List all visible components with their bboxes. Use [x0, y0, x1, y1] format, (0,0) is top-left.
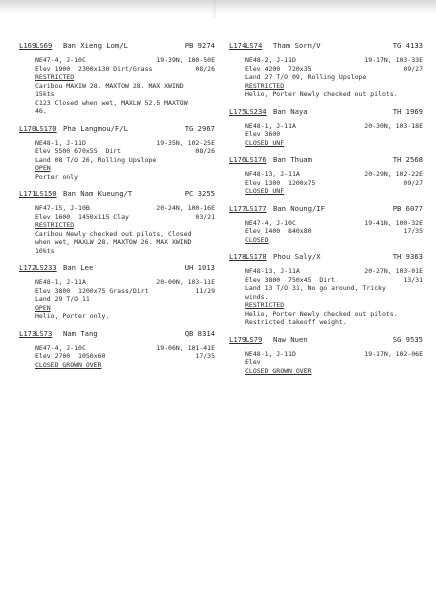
grid-code: TG 2967: [184, 123, 215, 133]
detail-value: 19-41N, 100-32E: [364, 218, 423, 227]
detail-text: Land 27 T/O 09, Rolling Upslope: [245, 73, 367, 81]
detail-line: [35, 287, 215, 296]
site-name: Ban Naya: [273, 106, 308, 116]
airstrip-entry: [229, 40, 423, 99]
detail-line: [35, 278, 215, 287]
site-name: Nam Tang: [63, 328, 98, 338]
detail-text: NF48-13, J-11A: [245, 267, 300, 275]
detail-text: Elev 3800 750x45 Dirt: [245, 275, 336, 284]
status-label: RESTRICTED: [245, 301, 285, 309]
detail-text: NE48-1, J-11D: [35, 138, 86, 147]
entry-header: [19, 123, 215, 135]
detail-line: [35, 82, 215, 91]
detail-line: [35, 56, 215, 65]
site-number: L179: [229, 334, 247, 344]
detail-line: [35, 361, 215, 370]
detail-line: [35, 147, 215, 156]
scan-top-edge: [0, 0, 436, 14]
detail-value: 20-24N, 100-16E: [156, 204, 215, 212]
airstrip-entry: [19, 262, 215, 321]
entry-header: [229, 106, 423, 118]
detail-text: winds.: [245, 292, 269, 301]
entry-header: [229, 334, 423, 346]
grid-code: TG 4133: [392, 41, 423, 50]
detail-value: 19-17N, 103-33E: [364, 56, 423, 64]
site-number: L178: [229, 252, 247, 261]
entry-details: [35, 56, 215, 116]
detail-text: Elev 4200 720x35: [245, 64, 312, 73]
site-name: Ban Nam Kueung/T: [63, 189, 133, 198]
detail-line: [245, 310, 423, 319]
detail-line: [35, 139, 215, 148]
detail-text: Elev 2700 1050x60: [35, 352, 106, 360]
airstrip-entry: [19, 188, 215, 255]
detail-line: [35, 230, 215, 239]
detail-value: 19-17N, 102-06E: [364, 349, 423, 358]
ls-number: LS177: [245, 203, 267, 213]
detail-value: 09/27: [403, 178, 423, 187]
detail-text: Elev: [245, 358, 261, 366]
ls-number: LS79: [245, 334, 263, 344]
detail-value: 19-39N, 100-50E: [156, 56, 215, 64]
detail-text: NE48-1, J-11A: [35, 278, 86, 286]
entry-details: [35, 278, 215, 321]
detail-line: [245, 122, 423, 131]
site-number: L171: [19, 189, 37, 198]
entry-header: [229, 203, 423, 215]
detail-line: [245, 301, 423, 310]
detail-line: [35, 107, 215, 116]
entry-details: [35, 139, 215, 182]
site-number: L172: [19, 263, 37, 272]
site-number: L169: [19, 41, 37, 50]
detail-value: 19-35N, 102-25E: [156, 138, 215, 147]
ls-number: LS69: [35, 41, 53, 50]
ls-number: LS150: [35, 189, 57, 198]
detail-line: [35, 73, 215, 82]
ls-number: LS178: [245, 252, 267, 261]
detail-text: Elev 1600 1450x115 Clay: [35, 212, 129, 221]
detail-value: 03/21: [195, 212, 215, 221]
airstrip-entry: [229, 154, 423, 196]
grid-code: PB 6077: [392, 203, 423, 213]
status-label: RESTRICTED: [35, 221, 75, 229]
detail-line: [35, 213, 215, 222]
detail-text: NF48-13, J-11A: [245, 170, 300, 178]
grid-code: PB 9274: [184, 41, 215, 50]
detail-value: 08/26: [195, 64, 215, 73]
detail-text: Land 13 T/O 31, No go around, Tricky: [245, 284, 386, 292]
site-name: Naw Nuen: [273, 334, 308, 344]
detail-line: [245, 367, 423, 376]
detail-value: 19-06N, 101-41E: [156, 343, 215, 352]
detail-text: Helio, Porter Newly checked out pilots.: [245, 309, 398, 318]
detail-line: [35, 156, 215, 165]
detail-text: Elev 3800 1200x75 Grass/Dirt: [35, 286, 149, 295]
detail-line: [35, 99, 215, 108]
detail-value: 20-27N, 103-01E: [364, 267, 423, 275]
detail-text: Caribou Newly checked out pilots, Closed: [35, 229, 192, 238]
status-label: OPEN: [35, 303, 51, 312]
detail-line: [35, 247, 215, 256]
right-column: [229, 40, 423, 375]
status-label: CLOSED UNF: [245, 138, 285, 147]
airstrip-entry: [19, 328, 215, 370]
site-name: Pha Langmou/F/L: [63, 123, 128, 133]
detail-value: 20-29N, 102-22E: [364, 170, 423, 178]
detail-line: [35, 90, 215, 99]
site-number: L177: [229, 203, 247, 213]
detail-text: 10kts: [35, 246, 55, 255]
grid-code: TH 9363: [392, 252, 423, 261]
detail-line: [245, 276, 423, 285]
detail-line: [245, 73, 423, 82]
status-label: RESTRICTED: [35, 73, 75, 81]
airstrip-entry: [229, 203, 423, 245]
detail-line: [245, 130, 423, 139]
detail-line: [245, 293, 423, 302]
detail-text: 46.: [35, 107, 47, 115]
entry-details: [245, 122, 423, 148]
detail-line: [245, 227, 423, 236]
detail-value: 20-30N, 103-18E: [364, 121, 423, 130]
grid-code: PC 3255: [184, 189, 215, 198]
entry-details: [35, 344, 215, 370]
detail-text: 15kts: [35, 90, 55, 98]
detail-line: [35, 204, 215, 213]
detail-text: when wet, MAXLW 28. MAXTOW 26. MAX XWIND: [35, 238, 192, 246]
detail-value: 08/26: [195, 147, 215, 155]
site-name: Ban Noung/IF: [273, 203, 325, 213]
site-number: L176: [229, 155, 247, 164]
detail-line: [245, 139, 423, 148]
status-label: CLOSED: [245, 235, 269, 244]
detail-line: [35, 352, 215, 361]
entry-header: [19, 40, 215, 52]
ls-number: LS234: [245, 106, 267, 116]
detail-text: Elev 1400 840x80: [245, 227, 312, 235]
entry-header: [19, 328, 215, 340]
left-column: [19, 40, 215, 369]
detail-line: [35, 164, 215, 173]
airstrip-entry: [229, 251, 423, 327]
scan-fold-shadow: [212, 0, 217, 18]
detail-line: [35, 312, 215, 321]
detail-text: Elev 1300 1200x75: [245, 178, 316, 187]
detail-text: Restricted takeoff weight.: [245, 318, 347, 326]
detail-value: 20-00N, 103-11E: [156, 278, 215, 286]
grid-code: TH 2568: [392, 155, 423, 164]
detail-line: [35, 344, 215, 353]
status-label: OPEN: [35, 164, 51, 172]
entry-details: [245, 350, 423, 376]
status-label: RESTRICTED: [245, 81, 285, 90]
detail-text: NE47-4, J-10C: [35, 343, 86, 352]
detail-line: [245, 219, 423, 228]
ls-number: LS176: [245, 155, 267, 164]
detail-line: [35, 304, 215, 313]
detail-line: [35, 295, 215, 304]
detail-line: [245, 170, 423, 179]
site-name: Phou Saly/X: [273, 252, 321, 261]
ls-number: LS233: [35, 263, 57, 272]
entry-header: [19, 188, 215, 200]
grid-code: SG 9535: [392, 334, 423, 344]
site-name: Ban Xieng Lom/L: [63, 41, 128, 50]
site-number: L175: [229, 106, 247, 116]
detail-line: [245, 236, 423, 245]
detail-value: 11/29: [195, 286, 215, 295]
site-name: Ban Lee: [63, 263, 94, 272]
airstrip-entry: [229, 106, 423, 148]
status-label: CLOSED GROWN OVER: [245, 366, 312, 375]
detail-line: [245, 187, 423, 196]
detail-text: Elev 3600: [245, 130, 281, 138]
detail-line: [245, 179, 423, 188]
entry-details: [245, 170, 423, 196]
detail-line: [245, 358, 423, 367]
ls-number: LS74: [245, 41, 263, 50]
detail-text: Elev 5500 670x55 Dirt: [35, 147, 122, 155]
detail-text: Caribou MAXIW 28. MAXTOW 28. MAX XWIND: [35, 81, 184, 90]
grid-code: TH 1969: [392, 106, 423, 116]
detail-line: [35, 221, 215, 230]
airstrip-entry: [229, 334, 423, 376]
site-number: L174: [229, 41, 247, 50]
detail-line: [245, 318, 423, 327]
site-number: L170: [19, 123, 37, 133]
detail-text: NE48-1, J-11A: [245, 121, 296, 130]
detail-line: [245, 82, 423, 91]
entry-details: [245, 56, 423, 99]
status-label: CLOSED UNF: [245, 187, 285, 195]
ls-number: LS170: [35, 123, 57, 133]
detail-line: [245, 267, 423, 276]
status-label: CLOSED GROWN OVER: [35, 360, 102, 369]
ls-number: LS73: [35, 328, 53, 338]
site-name: Ban Thuam: [273, 155, 312, 164]
airstrip-entry: [19, 40, 215, 116]
detail-value: 09/27: [403, 64, 423, 73]
detail-value: 17/35: [403, 227, 423, 235]
detail-text: NE47-4, J-10C: [35, 56, 86, 64]
entry-details: [35, 204, 215, 255]
entry-header: [19, 262, 215, 274]
detail-text: Porter only: [35, 172, 79, 181]
detail-line: [245, 90, 423, 99]
entry-details: [245, 219, 423, 245]
detail-line: [35, 65, 215, 74]
detail-text: C123 Closed when wet, MAXLW 52.5 MAXTOW: [35, 98, 188, 107]
detail-text: NF47-15, J-10B: [35, 204, 90, 212]
detail-text: NE47-4, J-10C: [245, 218, 296, 227]
detail-text: Land 08 T/O 26, Rolling Upslope: [35, 155, 157, 164]
detail-text: Land 29 T/O 11: [35, 295, 90, 303]
detail-value: 17/35: [195, 352, 215, 360]
detail-text: NE48-1, J-11D: [245, 349, 296, 358]
detail-value: 13/31: [403, 275, 423, 284]
entry-details: [245, 267, 423, 327]
entry-header: [229, 154, 423, 166]
detail-line: [35, 238, 215, 247]
site-number: L173: [19, 328, 37, 338]
detail-text: Elev 1900 2300x130 Dirt/Grass: [35, 64, 153, 73]
airstrip-entry: [19, 123, 215, 182]
entry-header: [229, 251, 423, 263]
entry-header: [229, 40, 423, 52]
detail-text: Helio, Porter only.: [35, 312, 110, 320]
detail-line: [245, 284, 423, 293]
grid-code: UH 1013: [184, 263, 215, 272]
detail-line: [245, 65, 423, 74]
detail-line: [35, 173, 215, 182]
detail-text: Helio, Porter Newly checked out pilots.: [245, 90, 398, 98]
detail-line: [245, 56, 423, 65]
detail-line: [245, 350, 423, 359]
site-name: Tham Sorn/V: [273, 41, 321, 50]
grid-code: QB 8314: [184, 328, 215, 338]
detail-text: NE48-2, J-11D: [245, 56, 296, 64]
